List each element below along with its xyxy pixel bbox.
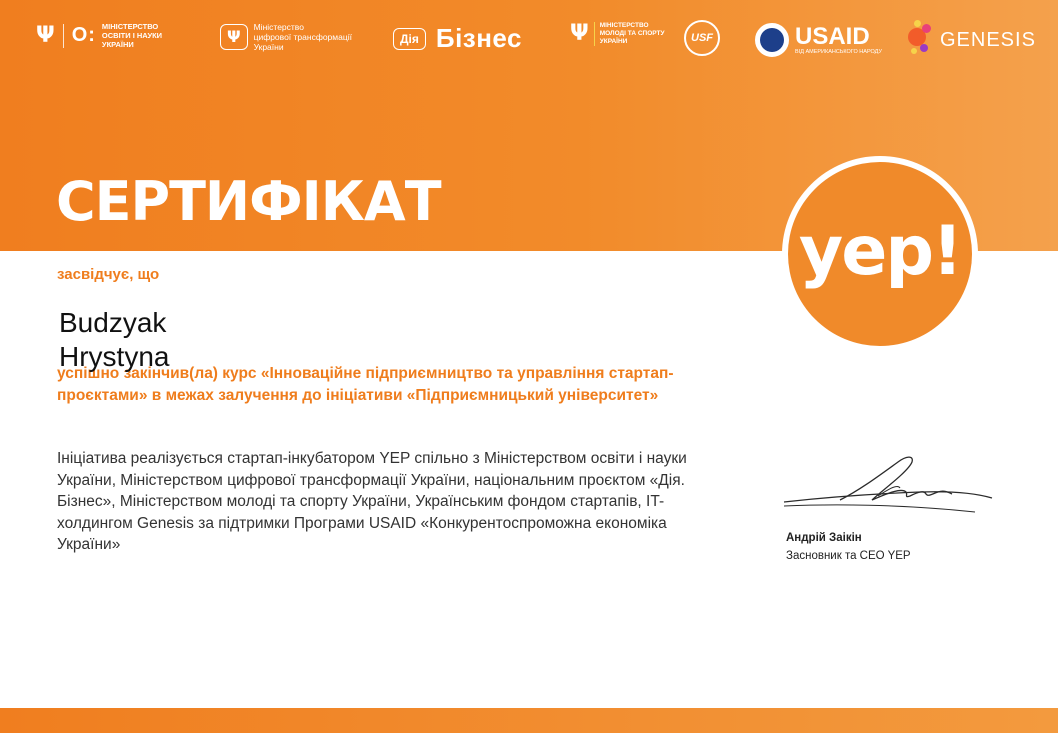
initiative-description: Ініціатива реалізується стартап-інкубатором YEP спільно з Міністерством освіти і науки України, Міністерством цифрової трансформації України, національним проєктом «Дія. Бізнес», Міністерством молоді та спорту України, Українським фондом стартапів, IT-холдингом Genesis за підтримки Програми USAID «Конкурентоспроможна економіка України» xyxy=(57,450,687,553)
minmolod-logo xyxy=(570,22,665,46)
certifies-label: засвідчує, що xyxy=(57,266,160,283)
recipient-given-name: Hrystyna xyxy=(59,341,170,372)
usaid-word: USAID xyxy=(795,22,870,50)
mon-logo-text xyxy=(102,22,162,49)
mintsyfra-logo-text xyxy=(254,22,352,52)
diia-biznes-logo xyxy=(393,23,522,54)
signatory-role: Засновник та CEO YEP xyxy=(786,550,911,562)
diia-mark: Дія xyxy=(393,28,426,50)
minmolod-line-1: МІНІСТЕРСТВО xyxy=(599,22,649,29)
minmolod-line-2: МОЛОДІ ТА СПОРТУ xyxy=(599,30,665,37)
logo-divider xyxy=(594,22,595,46)
usf-mark: USF xyxy=(684,20,720,56)
genesis-word: GENESIS xyxy=(940,28,1036,51)
yep-badge-inner xyxy=(788,162,972,346)
partner-logos xyxy=(0,14,1058,70)
mintsyfra-logo xyxy=(220,22,352,52)
recipient-name xyxy=(59,306,169,374)
signatory-name: Андрій Заікін xyxy=(786,532,862,544)
mon-line-2: ОСВІТИ І НАУКИ xyxy=(101,31,163,40)
biznes-word: Бізнес xyxy=(435,23,523,53)
mintsyfra-line-3: України xyxy=(253,42,284,52)
certificate-title: СЕРТИФІКАТ xyxy=(56,170,441,233)
trident-icon: Ψ xyxy=(36,22,55,48)
trident-icon: Ψ xyxy=(570,21,589,46)
usaid-logo xyxy=(755,23,882,57)
mon-line-1: МІНІСТЕРСТВО xyxy=(101,22,159,31)
minmolod-line-3: УКРАЇНИ xyxy=(599,38,628,45)
course-completion-text: успішно закінчив(ла) курс «Інноваційне підприємництво та управління стартап-проєктами» в межах залучення до ініціативи «Підприємницький університет» xyxy=(57,365,674,404)
usaid-subtitle: ВІД АМЕРИКАНСЬКОГО НАРОДУ xyxy=(795,48,882,55)
mon-logo xyxy=(36,22,162,49)
recipient-surname: Budzyak xyxy=(59,307,167,338)
usaid-seal-icon xyxy=(755,23,789,57)
mintsyfra-line-2: цифрової трансформації xyxy=(253,32,352,42)
minmolod-logo-text xyxy=(600,22,665,46)
footer-band xyxy=(0,708,1058,733)
mon-mark-icon: O: xyxy=(71,24,96,46)
usf-logo xyxy=(684,20,720,56)
signature-image xyxy=(780,450,995,525)
mintsyfra-line-1: Міністерство xyxy=(253,22,304,32)
genesis-dots-icon xyxy=(908,20,936,60)
genesis-logo xyxy=(908,20,1036,60)
trident-icon: Ψ xyxy=(220,24,248,50)
usaid-wordmark xyxy=(795,22,882,56)
mon-line-3: УКРАЇНИ xyxy=(101,40,134,49)
yep-logo-text: yep! xyxy=(798,211,962,291)
logo-divider xyxy=(63,24,64,48)
yep-badge xyxy=(782,156,978,352)
